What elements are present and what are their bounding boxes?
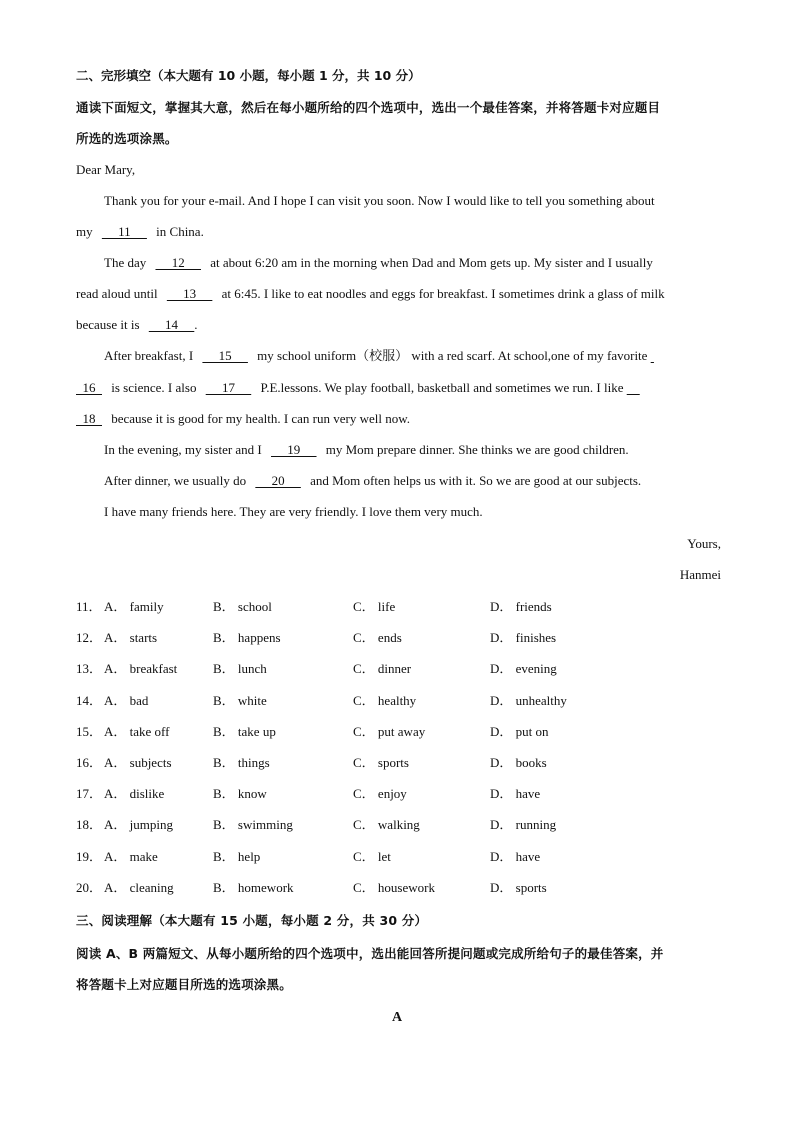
letter-paragraph-2-line-3 xyxy=(76,315,721,335)
blank-15: 15 xyxy=(202,348,248,363)
text-segment: my Mom prepare dinner. She thinks we are good children. xyxy=(325,442,629,457)
letter-closing: Yours, xyxy=(687,536,721,551)
text-segment: After dinner, we usually do xyxy=(104,473,247,488)
letter-paragraph-3-line-3 xyxy=(76,409,721,429)
option-a: A． starts xyxy=(104,630,158,646)
option-d: D． sports xyxy=(490,879,547,895)
option-c: C． sports xyxy=(353,755,409,770)
section-3-title: 三、阅读理解（本大题有 15 小题，每小题 2 分，共 30 分） xyxy=(76,913,428,928)
option-c: C． healthy xyxy=(353,692,417,708)
text-segment: my xyxy=(76,224,93,239)
blank-18: 18 xyxy=(76,411,102,426)
text-segment: because it is good for my health. I can run very well now. xyxy=(111,411,411,426)
section-2-title: 二、完形填空（本大题有 10 小题，每小题 1 分，共 10 分） xyxy=(76,68,421,83)
question-number: 12． xyxy=(76,630,103,646)
letter-paragraph-2-line-1 xyxy=(104,253,721,273)
blank-20: 20 xyxy=(255,473,301,488)
option-a: A． take off xyxy=(104,723,170,739)
letter-paragraph-5 xyxy=(104,471,721,491)
letter-signature: Hanmei xyxy=(679,567,721,582)
blank-16-leadin xyxy=(651,346,654,366)
option-d: D． running xyxy=(490,817,557,833)
option-b: B． happens xyxy=(213,630,281,646)
letter-greeting: Dear Mary, xyxy=(76,162,136,177)
option-a: A． cleaning xyxy=(104,879,174,895)
option-b: B． know xyxy=(213,786,267,802)
question-number: 20． xyxy=(76,879,103,895)
option-d: D． have xyxy=(490,786,541,802)
text-segment: . xyxy=(194,317,198,332)
option-c: C． let xyxy=(353,848,391,864)
option-b: B． things xyxy=(213,755,270,770)
option-d: D． evening xyxy=(490,661,557,677)
option-c: C． dinner xyxy=(353,661,412,677)
blank-16: 16 xyxy=(76,380,102,395)
text-segment: P.E.lessons. We play football, basketball and sometimes we run. I like xyxy=(260,380,624,395)
option-b: B． homework xyxy=(213,879,294,895)
text-segment: at about 6:20 am in the morning when Dad and Mom gets up. My sister and I usually xyxy=(210,255,653,270)
question-row xyxy=(76,877,721,897)
option-d: D． put on xyxy=(490,723,549,739)
option-c: C． life xyxy=(353,599,396,614)
question-row xyxy=(76,846,721,866)
option-b: B． white xyxy=(213,692,267,708)
option-d: D． unhealthy xyxy=(490,692,567,708)
option-d: D． books xyxy=(490,755,547,770)
option-a: A． family xyxy=(104,599,164,614)
text-segment: and Mom often helps us with it. So we are good at our subjects. xyxy=(310,473,642,488)
option-c: C． put away xyxy=(353,723,426,739)
question-number: 16． xyxy=(76,755,103,770)
option-b: B． swimming xyxy=(213,817,293,833)
option-a: A． dislike xyxy=(104,786,165,802)
question-row xyxy=(76,690,721,710)
text-segment: In the evening, my sister and I xyxy=(104,442,262,457)
blank-17: 17 xyxy=(205,380,252,395)
section-2-instruction-line-1: 通读下面短文，掌握其大意，然后在每小题所给的四个选项中，选出一个最佳答案，并将答题卡对应题目 xyxy=(76,100,661,115)
passage-a-heading: A xyxy=(391,1010,403,1025)
option-d: D． finishes xyxy=(490,630,557,646)
question-number: 13． xyxy=(76,661,103,677)
text-segment: read aloud until xyxy=(76,286,158,301)
letter-paragraph-4 xyxy=(104,440,721,460)
option-c: C． housework xyxy=(353,879,435,895)
question-row xyxy=(76,596,721,616)
text-segment: is science. I also xyxy=(111,380,197,395)
option-c: C． walking xyxy=(353,817,420,833)
blank-18-leadin xyxy=(627,378,640,398)
option-d: D． friends xyxy=(490,599,552,614)
question-row xyxy=(76,721,721,741)
text-segment: in China. xyxy=(156,224,204,239)
question-row xyxy=(76,627,721,647)
option-c: C． enjoy xyxy=(353,786,407,802)
blank-11: 11 xyxy=(101,224,147,239)
option-a: A． breakfast xyxy=(104,661,178,677)
option-b: B． lunch xyxy=(213,661,267,677)
question-number: 19． xyxy=(76,848,103,864)
letter-paragraph-1-line-1: Thank you for your e-mail. And I hope I can visit you soon. Now I would like to tell you something about xyxy=(104,193,655,208)
question-number: 11． xyxy=(76,599,102,614)
letter-paragraph-6: I have many friends here. They are very friendly. I love them very much. xyxy=(104,504,483,519)
question-row xyxy=(76,783,721,803)
blank-14: 14 xyxy=(148,317,195,332)
letter-paragraph-3-line-2 xyxy=(76,378,721,398)
option-a: A． jumping xyxy=(104,817,173,833)
blank-13: 13 xyxy=(166,286,213,301)
question-number: 14． xyxy=(76,692,103,708)
question-row xyxy=(76,752,721,772)
option-a: A． subjects xyxy=(104,755,172,770)
section-3-instruction-line-1: 阅读 A、B 两篇短文、从每小题所给的四个选项中，选出能回答所提问题或完成所给句子的最佳答案，并 xyxy=(76,946,664,961)
option-a: A． make xyxy=(104,848,158,864)
option-b: B． take up xyxy=(213,723,276,739)
letter-paragraph-3-line-1 xyxy=(104,346,721,366)
option-d: D． have xyxy=(490,848,541,864)
option-c: C． ends xyxy=(353,630,402,646)
text-segment: at 6:45. I like to eat noodles and eggs for breakfast. I sometimes drink a glass of milk xyxy=(221,286,665,301)
question-number: 15． xyxy=(76,723,103,739)
text-segment: because it is xyxy=(76,317,140,332)
blank-19: 19 xyxy=(271,442,317,457)
blank-12: 12 xyxy=(155,255,201,270)
option-a: A． bad xyxy=(104,692,149,708)
text-segment: The day xyxy=(104,255,147,270)
section-3-instruction-line-2: 将答题卡上对应题目所选的选项涂黑。 xyxy=(76,977,292,992)
question-row xyxy=(76,814,721,834)
letter-paragraph-2-line-2 xyxy=(76,284,721,304)
question-number: 18． xyxy=(76,817,103,833)
section-2-instruction-line-2: 所选的选项涂黑。 xyxy=(76,131,178,146)
option-b: B． school xyxy=(213,599,272,614)
letter-paragraph-1-line-2 xyxy=(76,222,721,242)
text-segment: After breakfast, I xyxy=(104,348,194,363)
text-segment: my school uniform（校服） with a red scarf. At school,one of my favorite xyxy=(257,348,648,363)
question-number: 17． xyxy=(76,786,103,802)
option-b: B． help xyxy=(213,848,261,864)
question-row xyxy=(76,658,721,678)
